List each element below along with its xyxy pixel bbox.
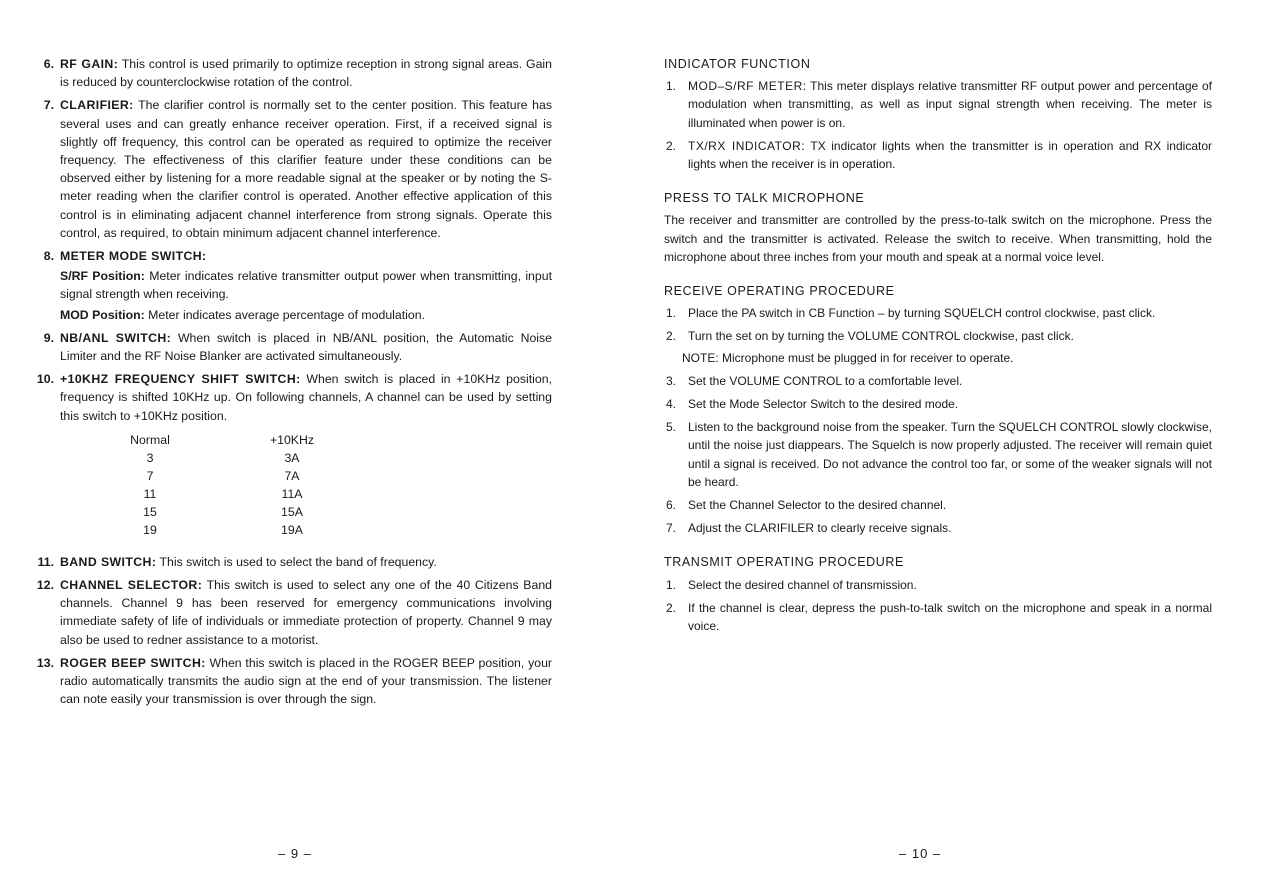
list-item-nb-anl-switch (30, 329, 552, 365)
table-cell: 19A (281, 522, 303, 537)
section-heading: TRANSMIT OPERATING PROCEDURE (664, 555, 904, 570)
item-term: METER MODE SWITCH: (60, 249, 207, 264)
list-item-clarifier (30, 96, 552, 242)
item-number: 6. (665, 498, 676, 513)
table-row (127, 485, 317, 503)
item-body (60, 329, 552, 365)
item-number: 9. (43, 330, 54, 345)
item-number: 1. (665, 577, 676, 592)
list-item-rf-gain (30, 55, 552, 91)
list-item (664, 418, 1212, 491)
item-term: ROGER BEEP SWITCH: (60, 655, 206, 670)
item-number: 8. (43, 249, 54, 264)
list-item-frequency-shift-switch (30, 370, 552, 425)
item-number: 13. (36, 655, 54, 670)
item-text: Select the desired channel of transmission. (688, 577, 917, 592)
item-number: 7. (665, 521, 676, 536)
item-text: When this switch is placed in the ROGER BEEP position, your radio automatically transmits the audio sign at the end of your transmission. The listener can note easily your transmission is over through the sign. (60, 655, 553, 707)
section-transmit-procedure (664, 553, 1212, 635)
item-text: If the channel is clear, depress the push-to-talk switch on the microphone and speak in a normal voice. (688, 600, 1212, 634)
list-item (664, 576, 1212, 594)
section-heading: PRESS TO TALK MICROPHONE (664, 191, 865, 206)
item-text: Place the PA switch in CB Function – by turning SQUELCH control clockwise, past click. (688, 306, 1156, 321)
item-number: 2. (665, 138, 676, 153)
sub-paragraph-srf (60, 267, 552, 303)
sub-label: S/RF Position: (60, 269, 145, 284)
item-term: TX/RX INDICATOR: (688, 138, 806, 153)
page-number-right: – 10 – (899, 846, 942, 861)
table-cell: 11A (281, 486, 303, 501)
item-number: 4. (665, 397, 676, 412)
note-text: NOTE: Microphone must be plugged in for receiver to operate. (682, 350, 1014, 365)
list-item (664, 372, 1212, 390)
item-body (60, 247, 552, 324)
right-column (664, 55, 1212, 651)
item-text: Turn the set on by turning the VOLUME CONTROL clockwise, past click. (688, 329, 1074, 344)
list-item (664, 496, 1212, 514)
item-text: When switch is placed in NB/ANL position, the Automatic Noise Limiter and the RF Noise Blanker are activated simultaneously. (60, 330, 553, 364)
list-item (664, 395, 1212, 413)
item-term: MOD–S/RF METER: (688, 79, 807, 94)
item-number: 10. (36, 372, 54, 387)
table-header-10khz: +10KHz (269, 432, 315, 447)
item-term: NB/ANL SWITCH: (60, 330, 172, 345)
table-cell: 3 (146, 450, 154, 465)
left-column (30, 55, 552, 713)
item-text: TX indicator lights when the transmitter is in operation and RX indicator lights when the receiver is in operation. (688, 138, 1212, 172)
frequency-table (127, 431, 317, 539)
list-item (664, 304, 1212, 322)
table-cell: 7A (284, 468, 300, 483)
item-body (60, 55, 552, 91)
item-number: 1. (665, 79, 676, 94)
sub-text: Meter indicates relative transmitter output power when transmitting, input signal strength when receiving. (60, 269, 552, 302)
item-body (682, 77, 1212, 132)
list-item-roger-beep-switch (30, 654, 552, 709)
section-indicator-function (664, 55, 1212, 173)
page-number-left: – 9 – (278, 846, 312, 861)
item-number: 11. (37, 554, 54, 569)
item-number: 2. (665, 600, 676, 615)
table-header-row (127, 431, 317, 449)
item-number: 6. (43, 57, 54, 71)
list-item-band-switch (30, 553, 552, 571)
table-cell: 3A (284, 450, 300, 465)
section-heading: RECEIVE OPERATING PROCEDURE (664, 284, 895, 299)
left-page (0, 0, 620, 893)
item-body (60, 370, 552, 425)
item-text: Listen to the background noise from the speaker. Turn the SQUELCH CONTROL slowly clockwise, until the noise just diappears. The Squelch is now properly adjusted. The receiver will remain quiet until a signal is received. Do not advance the control too far, or some of the weaker signals will not be heard. (688, 420, 1212, 489)
item-text: This meter displays relative transmitter RF output power and percentage of modulation when transmitting, as well as input signal strength when receiving. The meter is illuminated when power is on. (688, 79, 1212, 130)
table-row (127, 521, 317, 539)
table-row (127, 503, 317, 521)
item-term: BAND SWITCH: (60, 554, 157, 569)
table-row (127, 467, 317, 485)
table-cell: 19 (143, 522, 157, 537)
item-term: CHANNEL SELECTOR: (60, 578, 203, 593)
sub-text: Meter indicates average percentage of modulation. (144, 307, 425, 322)
table-row (127, 449, 317, 467)
table-cell: 11 (143, 486, 157, 501)
item-text: Set the Mode Selector Switch to the desired mode. (688, 397, 959, 412)
list-item (664, 327, 1212, 345)
item-body (60, 553, 552, 571)
right-page (632, 0, 1263, 893)
item-text: When switch is placed in +10KHz position, frequency is shifted 10KHz up. On following channels, A channel can be used by setting this switch to +10KHz position. (60, 372, 552, 423)
list-item (664, 599, 1212, 635)
list-item-channel-selector (30, 576, 552, 649)
item-body (60, 654, 552, 709)
table-cell: 7 (146, 468, 154, 483)
item-text: This switch is used to select the band of frequency. (156, 554, 437, 569)
item-number: 2. (665, 329, 676, 344)
table-header-normal: Normal (130, 432, 170, 447)
item-text: This switch is used to select any one of the 40 Citizens Band channels. Channel 9 has been reserved for emergency communications involving immediate safety of life of individuals or immediate protection of property. Channel 9 may also be used to redner assistance to a motorist. (60, 578, 552, 647)
item-term: +10KHZ FREQUENCY SHIFT SWITCH: (60, 372, 301, 387)
item-text: The clarifier control is normally set to the center position. This feature has several uses and can greatly enhance receiver operation. First, if a received signal is slightly off frequency, this control can be operated as required to optimize the receiver frequency. The effectiveness of this clarifier feature under these conditions can be observed either by listening for a more readable signal at the speaker or by noting the S-meter reading when the clarifier control is operated. Another effective application of this control is in eliminating adjacent channel interference from strong signals. Operate this control, as required, to obtain minimum adjacent channel interference. (60, 98, 552, 240)
section-heading: INDICATOR FUNCTION (664, 57, 811, 71)
item-term: CLARIFIER: (60, 98, 134, 113)
list-item-tx-rx-indicator (664, 137, 1212, 173)
item-number: 5. (665, 420, 676, 435)
item-number: 3. (665, 373, 676, 388)
list-item (664, 519, 1212, 537)
sub-paragraph-mod (60, 306, 552, 324)
section-press-to-talk (664, 189, 1212, 266)
table-cell: 15 (143, 504, 157, 519)
item-text: This control is used primarily to optimize reception in strong signal areas. Gain is reduced by counterclockwise rotation of the control. (60, 57, 552, 90)
item-body (60, 576, 552, 649)
item-number: 12. (36, 578, 54, 593)
item-number: 7. (43, 98, 54, 113)
section-paragraph: The receiver and transmitter are controlled by the press-to-talk switch on the microphone. Press the switch and the transmitter is activated. Release the switch to receive. When transmitting, hold the microphone about three inches from your mouth and speak at a normal voice level. (664, 213, 1212, 264)
section-receive-procedure (664, 282, 1212, 537)
item-body (60, 96, 552, 242)
item-text: Adjust the CLARIFILER to clearly receive signals. (688, 521, 952, 536)
sub-label: MOD Position: (60, 307, 145, 322)
item-number: 1. (665, 306, 676, 321)
item-body (682, 137, 1212, 173)
list-item-meter-mode-switch (30, 247, 552, 324)
list-item-mod-srf-meter (664, 77, 1212, 132)
item-text: Set the Channel Selector to the desired channel. (688, 498, 947, 513)
table-cell: 15A (281, 504, 303, 519)
item-text: Set the VOLUME CONTROL to a comfortable level. (688, 373, 963, 388)
item-term: RF GAIN: (60, 57, 119, 71)
